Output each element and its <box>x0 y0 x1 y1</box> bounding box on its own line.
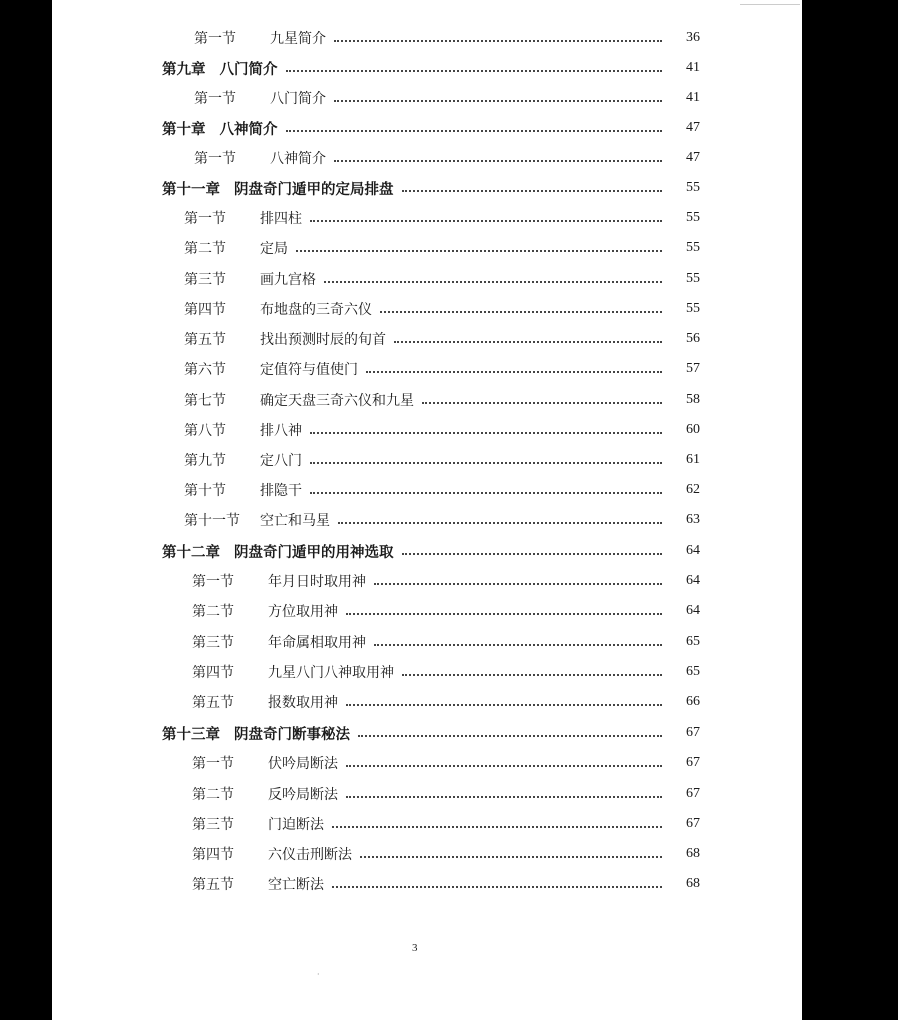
toc-chapter-entry <box>162 540 700 562</box>
toc-entry-title: 报数取用神 <box>268 695 338 711</box>
toc-entry-page: 61 <box>686 452 700 467</box>
toc-section-entry <box>194 147 700 169</box>
toc-section-entry <box>184 449 700 471</box>
toc-entry-label: 第十章 <box>162 121 206 138</box>
toc-entry-page: 55 <box>686 210 700 225</box>
toc-section-entry <box>184 268 700 290</box>
toc-entry-page: 55 <box>686 240 700 255</box>
toc-entry-label: 第九节 <box>184 453 226 469</box>
toc-section-entry <box>192 873 700 895</box>
toc-entry-label: 第五节 <box>184 332 226 348</box>
toc-entry-label: 第二节 <box>184 241 226 257</box>
leader-dots <box>332 874 662 888</box>
toc-section-entry <box>192 813 700 835</box>
toc-entry-label: 第一节 <box>194 91 236 107</box>
toc-entry-page: 47 <box>686 120 700 135</box>
toc-entry-label: 第七节 <box>184 393 226 409</box>
toc-section-entry <box>192 631 700 653</box>
toc-entry-page: 63 <box>686 512 700 527</box>
toc-entry-label: 第三节 <box>184 272 226 288</box>
toc-entry-page: 55 <box>686 180 700 195</box>
toc-entry-page: 64 <box>686 603 700 618</box>
leader-dots <box>346 601 662 615</box>
toc-entry-title: 空亡断法 <box>268 877 324 893</box>
toc-entry-label: 第一节 <box>192 756 234 772</box>
toc-entry-page: 67 <box>686 755 700 770</box>
toc-entry-title: 门迫断法 <box>268 817 324 833</box>
toc-section-entry <box>194 27 700 49</box>
toc-entry-title: 九星八门八神取用神 <box>268 665 394 681</box>
toc-entry-label: 第一节 <box>194 151 236 167</box>
toc-section-entry <box>184 237 700 259</box>
toc-section-entry <box>184 389 700 411</box>
toc-entry-page: 56 <box>686 331 700 346</box>
toc-entry-label: 第八节 <box>184 423 226 439</box>
toc-section-entry <box>184 328 700 350</box>
toc-entry-label: 第三节 <box>192 817 234 833</box>
toc-section-entry <box>184 358 700 380</box>
leader-dots <box>402 541 663 555</box>
leader-dots <box>374 632 662 646</box>
toc-entry-label: 第一节 <box>194 31 236 47</box>
leader-dots <box>310 480 662 494</box>
page-number: 3 <box>412 942 418 954</box>
toc-section-entry <box>194 87 700 109</box>
toc-entry-title: 确定天盘三奇六仪和九星 <box>260 393 414 409</box>
toc-section-entry <box>192 843 700 865</box>
toc-entry-page: 62 <box>686 482 700 497</box>
leader-dots <box>380 299 662 313</box>
toc-entry-label: 第十一章 <box>162 181 220 198</box>
toc-section-entry <box>192 570 700 592</box>
leader-dots <box>346 753 662 767</box>
leader-dots <box>324 269 662 283</box>
toc-section-entry <box>192 752 700 774</box>
toc-entry-title: 伏吟局断法 <box>268 756 338 772</box>
toc-entry-title: 画九宫格 <box>260 272 316 288</box>
toc-entry-title: 排八神 <box>260 423 302 439</box>
toc-entry-page: 67 <box>686 725 700 740</box>
toc-section-entry <box>192 783 700 805</box>
leader-dots <box>334 148 662 162</box>
toc-entry-page: 65 <box>686 664 700 679</box>
toc-entry-title: 找出预测时辰的旬首 <box>260 332 386 348</box>
toc-section-entry <box>184 419 700 441</box>
leader-dots <box>310 208 662 222</box>
scan-speck: · <box>317 970 320 979</box>
toc-entry-label: 第五节 <box>192 877 234 893</box>
toc-entry-title: 六仪击刑断法 <box>268 847 352 863</box>
toc-entry-title: 反吟局断法 <box>268 787 338 803</box>
toc-entry-label: 第六节 <box>184 362 226 378</box>
toc-chapter-entry <box>162 117 700 139</box>
toc-entry-label: 第四节 <box>192 665 234 681</box>
leader-dots <box>402 662 662 676</box>
toc-entry-page: 64 <box>686 543 700 558</box>
toc-entry-page: 66 <box>686 694 700 709</box>
toc-entry-page: 41 <box>686 60 700 75</box>
toc-entry-title: 定八门 <box>260 453 302 469</box>
leader-dots <box>346 784 662 798</box>
toc-entry-page: 36 <box>686 30 700 45</box>
toc-entry-title: 排隐干 <box>260 483 302 499</box>
leader-dots <box>394 329 662 343</box>
toc-entry-label: 第十一节 <box>184 513 240 529</box>
toc-entry-label: 第四节 <box>192 847 234 863</box>
toc-entry-label: 第十三章 <box>162 726 220 743</box>
toc-entry-label: 第五节 <box>192 695 234 711</box>
toc-entry-page: 57 <box>686 361 700 376</box>
leader-dots <box>310 450 662 464</box>
toc-entry-page: 60 <box>686 422 700 437</box>
leader-dots <box>334 28 662 42</box>
leader-dots <box>346 692 662 706</box>
toc-entry-title: 年命属相取用神 <box>268 635 366 651</box>
toc-section-entry <box>192 661 700 683</box>
toc-entry-title: 布地盘的三奇六仪 <box>260 302 372 318</box>
toc-entry-page: 65 <box>686 634 700 649</box>
toc-entry-title: 定局 <box>260 241 288 257</box>
toc-entry-title: 排四柱 <box>260 211 302 227</box>
leader-dots <box>422 390 662 404</box>
toc-entry-page: 58 <box>686 392 700 407</box>
toc-entry-title: 八门简介 <box>270 91 326 107</box>
toc-section-entry <box>184 207 700 229</box>
toc-section-entry <box>184 298 700 320</box>
toc-entry-title: 八神简介 <box>270 151 326 167</box>
toc-entry-page: 55 <box>686 271 700 286</box>
toc-entry-label: 第九章 <box>162 61 206 78</box>
toc-entry-label: 第一节 <box>192 574 234 590</box>
toc-entry-page: 67 <box>686 786 700 801</box>
toc-entry-label: 第三节 <box>192 635 234 651</box>
toc-entry-label: 第二节 <box>192 787 234 803</box>
toc-entry-label: 第十二章 <box>162 544 220 561</box>
leader-dots <box>334 88 662 102</box>
leader-dots <box>286 58 663 72</box>
toc-entry-title: 阴盘奇门遁甲的定局排盘 <box>234 181 394 198</box>
toc-entry-title: 阴盘奇门断事秘法 <box>234 726 350 743</box>
toc-entry-page: 68 <box>686 876 700 891</box>
toc-entry-page: 47 <box>686 150 700 165</box>
toc-entry-title: 九星简介 <box>270 31 326 47</box>
toc-entry-page: 41 <box>686 90 700 105</box>
leader-dots <box>338 510 662 524</box>
leader-dots <box>374 571 662 585</box>
toc-entry-page: 64 <box>686 573 700 588</box>
toc-section-entry <box>184 509 700 531</box>
toc-entry-title: 八门简介 <box>219 61 278 78</box>
toc-chapter-entry <box>162 57 700 79</box>
toc-entry-title: 方位取用神 <box>268 604 338 620</box>
toc-entry-page: 67 <box>686 816 700 831</box>
toc-entry-page: 55 <box>686 301 700 316</box>
toc-chapter-entry <box>162 177 700 199</box>
toc-entry-title: 定值符与值使门 <box>260 362 358 378</box>
toc-chapter-entry <box>162 722 700 744</box>
leader-dots <box>310 420 662 434</box>
toc-section-entry <box>192 691 700 713</box>
leader-dots <box>358 723 662 737</box>
document-page <box>52 0 802 1020</box>
toc-entry-label: 第二节 <box>192 604 234 620</box>
toc-entry-label: 第十节 <box>184 483 226 499</box>
toc-entry-title: 八神简介 <box>219 121 278 138</box>
toc-section-entry <box>184 479 700 501</box>
leader-dots <box>332 814 662 828</box>
toc-section-entry <box>192 600 700 622</box>
toc-entry-title: 年月日时取用神 <box>268 574 366 590</box>
scan-edge-mark <box>740 0 800 5</box>
leader-dots <box>286 118 663 132</box>
toc-entry-title: 阴盘奇门遁甲的用神选取 <box>234 544 394 561</box>
toc-entry-title: 空亡和马星 <box>260 513 330 529</box>
toc-entry-label: 第一节 <box>184 211 226 227</box>
leader-dots <box>360 844 662 858</box>
leader-dots <box>402 178 663 192</box>
toc-entry-page: 68 <box>686 846 700 861</box>
toc-entry-label: 第四节 <box>184 302 226 318</box>
leader-dots <box>296 238 662 252</box>
leader-dots <box>366 359 662 373</box>
